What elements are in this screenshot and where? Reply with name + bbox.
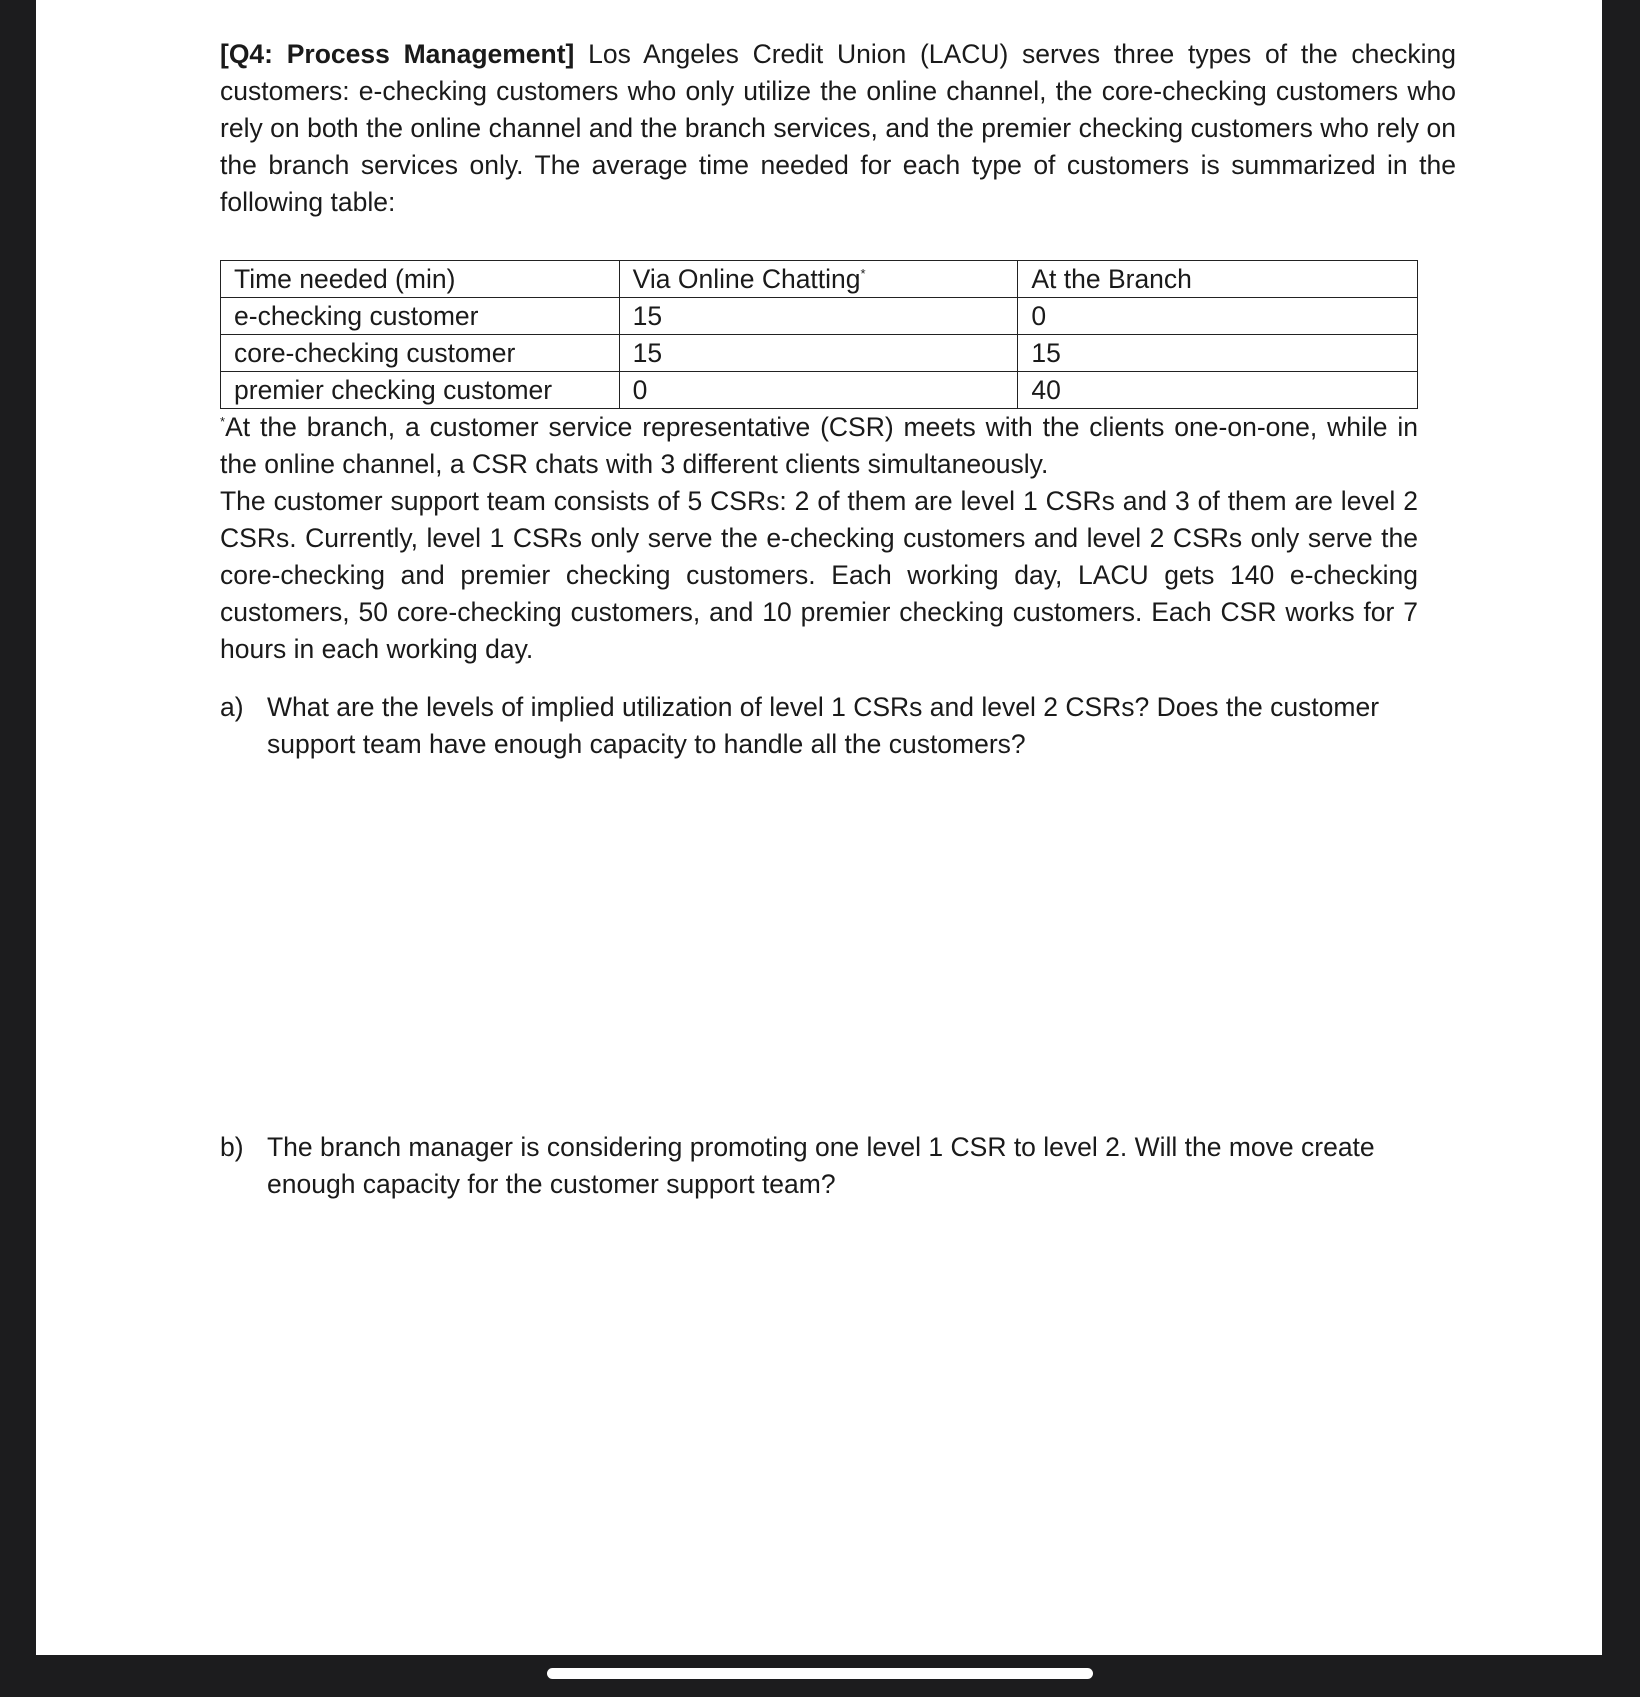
table-cell: e-checking customer [221,298,620,335]
home-indicator[interactable] [547,1668,1093,1679]
table-header-cell: At the Branch [1018,261,1418,298]
table-cell: 0 [619,372,1018,409]
table-row [221,372,1418,409]
question-b [220,1129,1418,1203]
footnote-marker: * [220,414,226,430]
question-a [220,689,1418,763]
table-header-cell: Time needed (min) [221,261,620,298]
document-content [220,36,1456,1203]
table-header-row [221,261,1418,298]
question-b-label: b) [220,1132,244,1162]
intro-paragraph [220,36,1456,221]
table-cell: core-checking customer [221,335,620,372]
question-label: [Q4: Process Management] [220,39,575,69]
document-page [36,0,1602,1655]
table-cell: premier checking customer [221,372,620,409]
team-paragraph: The customer support team consists of 5 CSRs: 2 of them are level 1 CSRs and 3 of them are level 2 CSRs. Currently, level 1 CSRs only serve the e-checking customers and level 2 CSRs only serve the core-checking and premier checking customers. Each working day, LACU gets 140 e-checking customers, 50 core-checking customers, and 10 premier checking customers. Each CSR works for 7 hours in each working day. [220,486,1418,664]
footnote-marker: * [860,266,866,282]
question-a-text: What are the levels of implied utilization of level 1 CSRs and level 2 CSRs? Does the customer support team have enough capacity to handle all the customers? [267,692,1380,759]
table-row [221,298,1418,335]
table-cell: 0 [1018,298,1418,335]
question-b-text: The branch manager is considering promoting one level 1 CSR to level 2. Will the move create enough capacity for the customer support team? [267,1132,1375,1199]
footnote-paragraph [220,409,1418,483]
question-a-label: a) [220,692,244,722]
table-cell: 15 [619,335,1018,372]
table-cell: 15 [1018,335,1418,372]
table-cell: 40 [1018,372,1418,409]
time-needed-table [220,260,1418,409]
table-row [221,335,1418,372]
footnote-text: At the branch, a customer service representative (CSR) meets with the clients one-on-one, while in the online channel, a CSR chats with 3 different clients simultaneously. [220,412,1418,479]
intro-text: Los Angeles Credit Union (LACU) serves three types of the checking customers: e-checking customers who only utilize the online channel, the core-checking customers who rely on both the online channel and the branch services, and the premier checking customers who rely on the branch services only. The average time needed for each type of customers is summarized in the following table: [220,39,1456,217]
table-cell: 15 [619,298,1018,335]
table-header-text: Via Online Chatting [632,264,861,294]
table-header-cell [619,261,1018,298]
